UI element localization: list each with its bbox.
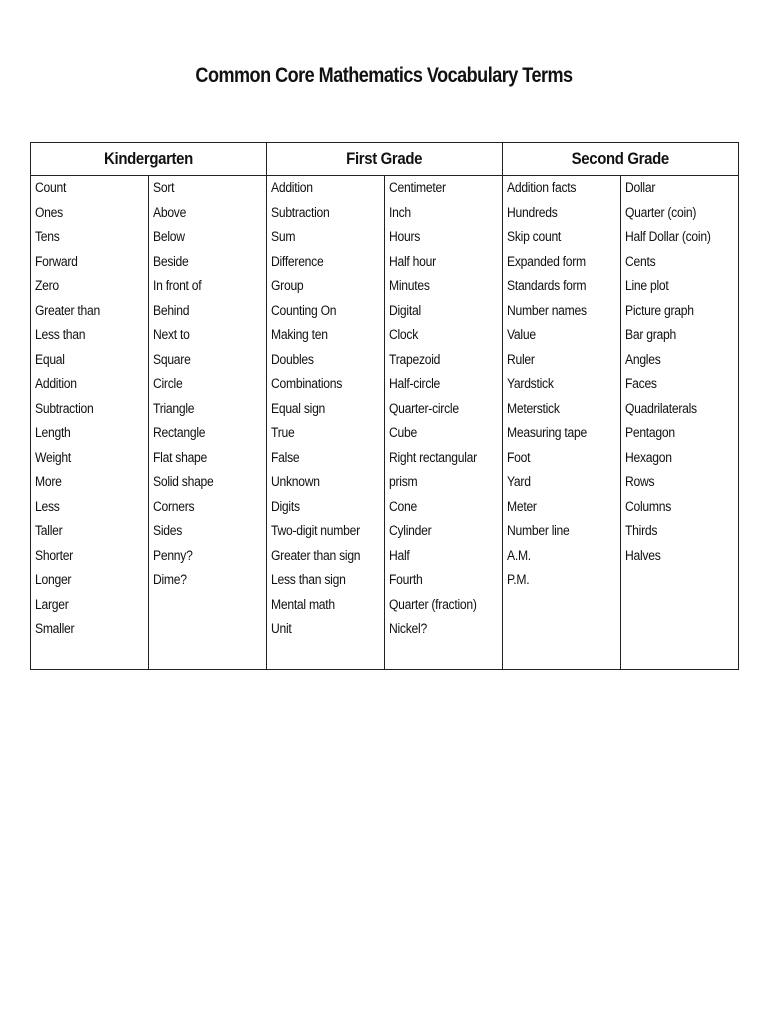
vocabulary-term: Fourth	[389, 572, 423, 587]
vocabulary-term: Meter	[507, 498, 537, 514]
vocabulary-term: Zero	[35, 278, 59, 293]
vocabulary-term: Centimeter	[389, 180, 446, 195]
vocabulary-term: Faces	[625, 376, 657, 391]
grade-header-kindergarten: Kindergarten	[31, 143, 267, 176]
page-title: Common Core Mathematics Vocabulary Terms	[195, 64, 573, 87]
vocabulary-term: Count	[35, 180, 67, 195]
vocabulary-term: More	[35, 474, 62, 489]
vocabulary-term: Combinations	[271, 376, 343, 391]
vocabulary-term: Addition	[35, 376, 77, 391]
vocabulary-term: Rows	[625, 474, 655, 489]
vocabulary-term: Angles	[625, 351, 661, 367]
vocabulary-term: Doubles	[271, 351, 314, 367]
vocabulary-term: Behind	[153, 302, 190, 318]
vocabulary-term: Weight	[35, 449, 71, 465]
vocabulary-term: Unknown	[271, 474, 320, 489]
vocabulary-term: prism	[389, 474, 418, 489]
vocabulary-term: Meterstick	[507, 400, 560, 416]
vocabulary-term: Rectangle	[153, 425, 206, 440]
vocabulary-term: Square	[153, 351, 191, 367]
vocabulary-term: Expanded form	[507, 253, 586, 269]
vocabulary-term: Equal sign	[271, 400, 326, 416]
vocabulary-term: Cylinder	[389, 523, 432, 538]
vocabulary-term: Dime?	[153, 572, 187, 587]
vocabulary-term: Sort	[153, 180, 175, 195]
vocabulary-term: Making ten	[271, 327, 328, 342]
vocabulary-term: Solid shape	[153, 474, 214, 489]
vocabulary-term: Addition facts	[507, 180, 577, 195]
vocabulary-term: Half	[389, 547, 410, 563]
vocabulary-term: Corners	[153, 498, 195, 514]
vocabulary-term: Ones	[35, 204, 63, 220]
vocabulary-term: Bar graph	[625, 327, 676, 342]
vocabulary-term: Nickel?	[389, 621, 427, 636]
vocabulary-term: Cone	[389, 498, 417, 514]
second-grade-terms-column-2	[621, 176, 739, 670]
vocabulary-term: Length	[35, 425, 71, 440]
vocabulary-term: Flat shape	[153, 449, 208, 465]
first-grade-terms-column-2	[385, 176, 503, 670]
vocabulary-term: In front of	[153, 278, 202, 293]
vocabulary-term: Mental math	[271, 596, 335, 612]
vocabulary-term: Beside	[153, 253, 189, 269]
vocabulary-term: Cents	[625, 253, 656, 269]
vocabulary-term: Two-digit number	[271, 523, 360, 538]
vocabulary-term: Half-circle	[389, 376, 441, 391]
vocabulary-term: Thirds	[625, 523, 658, 538]
vocabulary-term: Quadrilaterals	[625, 400, 697, 416]
vocabulary-term: Number names	[507, 302, 587, 318]
vocabulary-term: Cube	[389, 425, 417, 440]
vocabulary-term: Group	[271, 278, 304, 293]
vocabulary-term: Skip count	[507, 229, 562, 244]
vocabulary-term: Greater than	[35, 302, 100, 318]
vocabulary-term: Forward	[35, 253, 78, 269]
vocabulary-term: Foot	[507, 449, 531, 465]
vocabulary-term: Hours	[389, 229, 421, 244]
first-grade-terms-column-1	[267, 176, 385, 670]
vocabulary-term: Sum	[271, 229, 296, 244]
grade-header-row	[31, 143, 739, 176]
vocabulary-term: Columns	[625, 498, 672, 514]
vocabulary-term: Larger	[35, 596, 69, 612]
vocabulary-term: Picture graph	[625, 302, 694, 318]
vocabulary-term: Right rectangular	[389, 449, 477, 465]
vocabulary-term: False	[271, 449, 300, 465]
vocabulary-term: Pentagon	[625, 425, 675, 440]
vocabulary-term: Greater than sign	[271, 547, 361, 563]
vocabulary-term: Hundreds	[507, 204, 558, 220]
second-grade-terms-column-1	[503, 176, 621, 670]
vocabulary-term: Sides	[153, 523, 183, 538]
grade-header-first-grade: First Grade	[267, 143, 503, 176]
vocabulary-term: Circle	[153, 376, 183, 391]
vocabulary-term: Less	[35, 498, 60, 514]
vocabulary-term: Next to	[153, 327, 190, 342]
kindergarten-terms-column-1	[31, 176, 149, 670]
vocabulary-term: Halves	[625, 547, 661, 563]
vocabulary-term: Hexagon	[625, 449, 672, 465]
vocabulary-term: Quarter-circle	[389, 400, 459, 416]
vocabulary-term: Longer	[35, 572, 72, 587]
vocabulary-term: Clock	[389, 327, 419, 342]
vocabulary-term: Inch	[389, 204, 411, 220]
vocabulary-term: Trapezoid	[389, 351, 441, 367]
vocabulary-term: Subtraction	[35, 400, 94, 416]
vocabulary-term: Yardstick	[507, 376, 554, 391]
vocabulary-term: Half Dollar (coin)	[625, 229, 711, 244]
vocabulary-term: Tens	[35, 229, 60, 244]
kindergarten-terms-column-2	[149, 176, 267, 670]
vocabulary-term: A.M.	[507, 547, 531, 563]
vocabulary-term: Digital	[389, 302, 421, 318]
vocabulary-term: Above	[153, 204, 187, 220]
terms-row	[31, 176, 739, 670]
vocabulary-term: P.M.	[507, 572, 530, 587]
vocabulary-term: Standards form	[507, 278, 587, 293]
vocabulary-term: Below	[153, 229, 185, 244]
vocabulary-term: Addition	[271, 180, 313, 195]
vocabulary-term: Half hour	[389, 253, 436, 269]
vocabulary-table	[30, 142, 739, 670]
vocabulary-term: Dollar	[625, 180, 656, 195]
vocabulary-term: Value	[507, 327, 536, 342]
vocabulary-term: Less than sign	[271, 572, 346, 587]
vocabulary-term: Shorter	[35, 547, 73, 563]
vocabulary-term: Digits	[271, 498, 300, 514]
vocabulary-term: Number line	[507, 523, 570, 538]
vocabulary-term: Ruler	[507, 351, 535, 367]
vocabulary-term: Taller	[35, 523, 63, 538]
vocabulary-term: Counting On	[271, 302, 337, 318]
vocabulary-term: Measuring tape	[507, 425, 587, 440]
vocabulary-term: Penny?	[153, 547, 193, 563]
vocabulary-term: True	[271, 425, 295, 440]
vocabulary-term: Quarter (coin)	[625, 204, 697, 220]
vocabulary-term: Unit	[271, 621, 292, 636]
vocabulary-term: Yard	[507, 474, 531, 489]
vocabulary-term: Less than	[35, 327, 86, 342]
vocabulary-term: Smaller	[35, 621, 75, 636]
vocabulary-term: Difference	[271, 253, 324, 269]
vocabulary-term: Line plot	[625, 278, 669, 293]
vocabulary-term: Triangle	[153, 400, 195, 416]
vocabulary-term: Minutes	[389, 278, 430, 293]
vocabulary-term: Quarter (fraction)	[389, 596, 477, 612]
grade-header-second-grade: Second Grade	[503, 143, 739, 176]
vocabulary-term: Subtraction	[271, 204, 330, 220]
vocabulary-term: Equal	[35, 351, 65, 367]
